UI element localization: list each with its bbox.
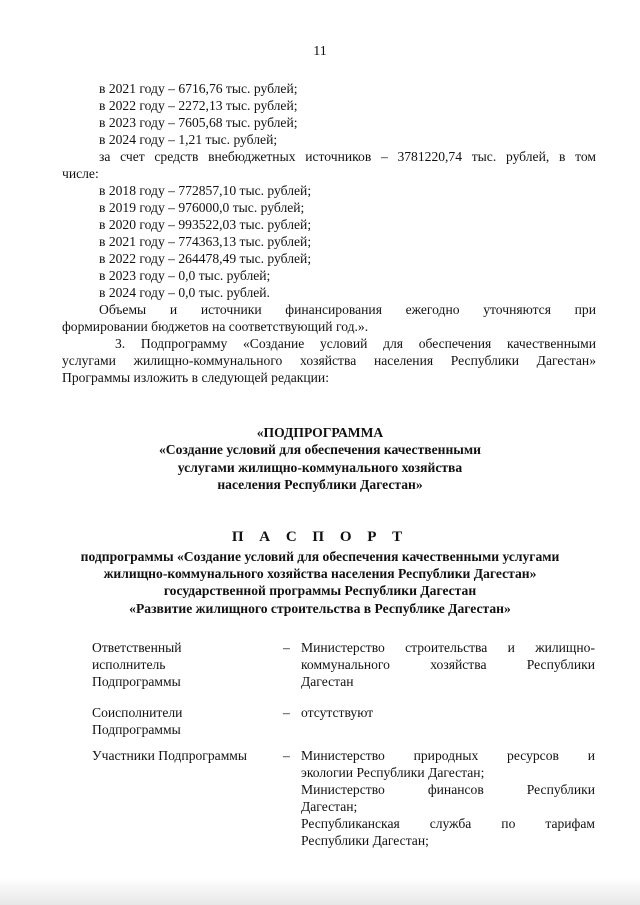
page-number: 11 — [313, 44, 327, 59]
passport-row-label: Ответственный — [92, 640, 182, 655]
passport-row-label: исполнитель — [92, 657, 166, 672]
passport-row-value: Республики Дагестан; — [301, 833, 429, 848]
scan-shadow — [0, 878, 640, 905]
passport-subtitle: подпрограммы «Создание условий для обеспечения качественными услугами — [80, 549, 560, 564]
passport-row-label: Участники Подпрограммы — [92, 748, 248, 763]
passport-row-value: экологии Республики Дагестан; — [301, 765, 485, 780]
extra-year-line: в 2022 году – 264478,49 тыс. рублей; — [99, 251, 312, 266]
passport-row-value: отсутствуют — [301, 705, 374, 720]
passport-row-value: Министерство природных ресурсов и — [301, 748, 595, 763]
funding-note-line: Объемы и источники финансирования ежегодно уточняются при — [99, 302, 596, 317]
passport-row-value: Дагестан; — [301, 799, 358, 814]
passport-row-value: Министерство финансов Республики — [301, 782, 595, 797]
subprogram-heading: «ПОДПРОГРАММА — [256, 425, 384, 440]
passport-row-dash: – — [283, 748, 290, 763]
passport-row-label: Соисполнители — [92, 705, 183, 720]
budget-line: в 2024 году – 1,21 тыс. рублей; — [99, 132, 278, 147]
subprogram-heading: услугами жилищно-коммунального хозяйства — [177, 460, 463, 475]
passport-row-value: Министерство строительства и жилищно- — [301, 640, 595, 655]
point3-line: 3. Подпрограмму «Создание условий для обеспечения качественными — [115, 336, 596, 351]
subprogram-heading: населения Республики Дагестан» — [217, 477, 423, 492]
subprogram-heading: «Создание условий для обеспечения качественными — [158, 442, 482, 457]
passport-row-dash: – — [283, 640, 290, 655]
funding-note-line: формировании бюджетов на соответствующий год.». — [62, 319, 369, 334]
extra-sources-line: числе: — [62, 166, 99, 181]
extra-year-line: в 2023 году – 0,0 тыс. рублей; — [99, 268, 271, 283]
passport-title: П А С П О Р Т — [231, 529, 409, 545]
point3-line: Программы изложить в следующей редакции: — [62, 370, 329, 385]
extra-year-line: в 2021 году – 774363,13 тыс. рублей; — [99, 234, 312, 249]
passport-subtitle: жилищно-коммунального хозяйства населения Республики Дагестан» — [103, 566, 537, 581]
passport-row-label: Подпрограммы — [92, 674, 181, 689]
passport-row-dash: – — [283, 705, 290, 720]
passport-subtitle: «Развитие жилищного строительства в Республике Дагестан» — [129, 601, 511, 616]
extra-year-line: в 2019 году – 976000,0 тыс. рублей; — [99, 200, 305, 215]
extra-year-line: в 2020 году – 993522,03 тыс. рублей; — [99, 217, 312, 232]
extra-year-line: в 2024 году – 0,0 тыс. рублей. — [99, 285, 270, 300]
passport-row-value: Дагестан — [301, 674, 354, 689]
budget-line: в 2022 году – 2272,13 тыс. рублей; — [99, 98, 298, 113]
passport-row-label: Подпрограммы — [92, 722, 181, 737]
extra-year-line: в 2018 году – 772857,10 тыс. рублей; — [99, 183, 312, 198]
budget-line: в 2021 году – 6716,76 тыс. рублей; — [99, 81, 298, 96]
passport-row-value: Республиканская служба по тарифам — [301, 816, 595, 831]
passport-row-value: коммунального хозяйства Республики — [301, 657, 595, 672]
budget-line: в 2023 году – 7605,68 тыс. рублей; — [99, 115, 298, 130]
passport-subtitle: государственной программы Республики Дагестан — [163, 583, 477, 598]
point3-line: услугами жилищно-коммунального хозяйства населения Республики Дагестан» — [62, 353, 596, 368]
extra-sources-line: за счет средств внебюджетных источников – 3781220,74 тыс. рублей, в том — [99, 149, 596, 164]
